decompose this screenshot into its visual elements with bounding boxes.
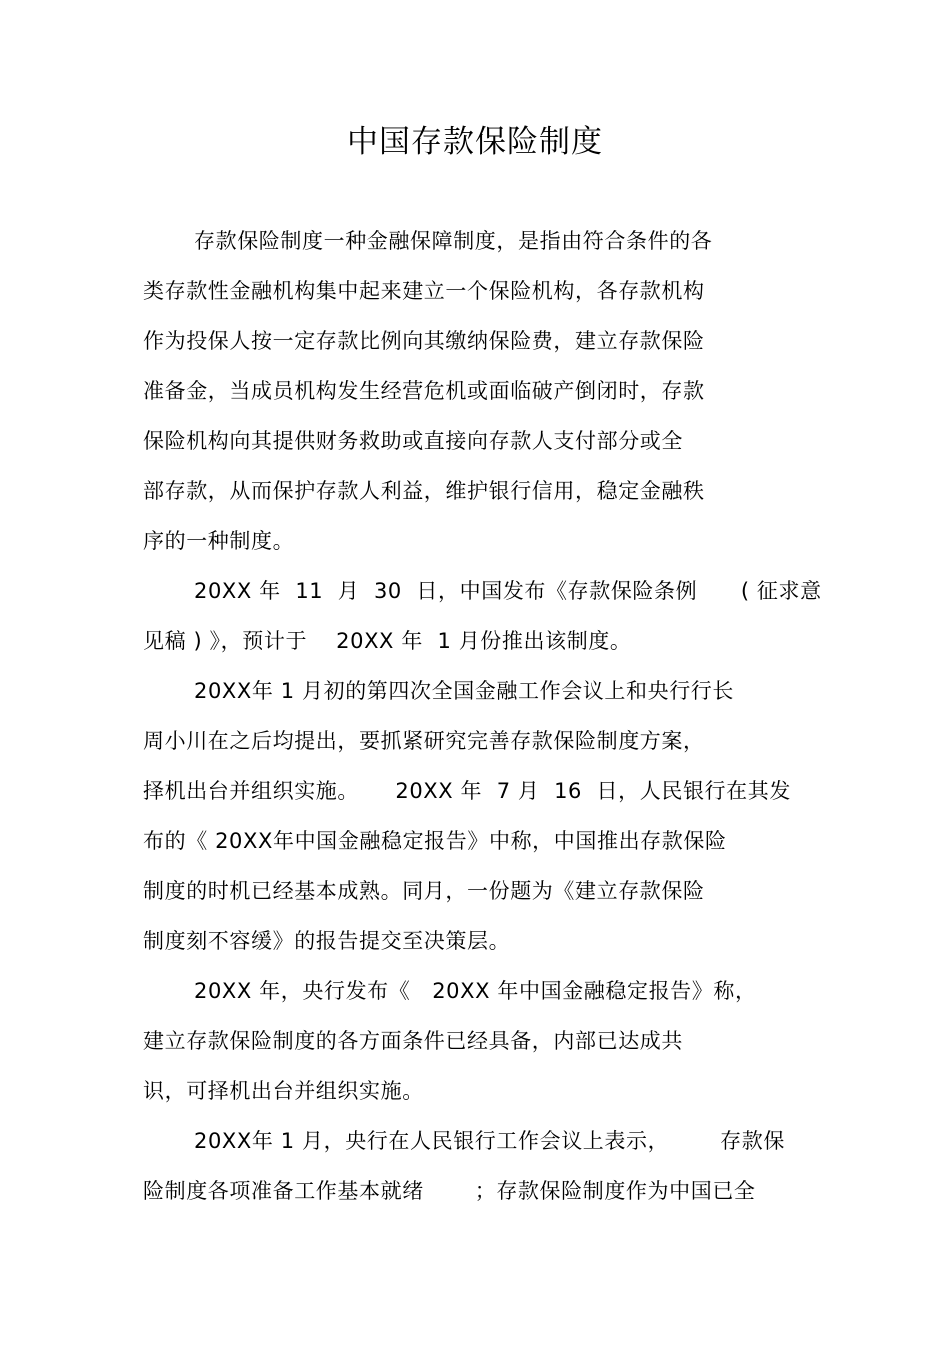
paragraph-4-line-3: 识，可择机出台并组织实施。 xyxy=(143,1079,424,1103)
paragraph-1-line-1: 存款保险制度一种金融保障制度，是指由符合条件的各 xyxy=(194,229,713,253)
paragraph-1-line-3: 作为投保人按一定存款比例向其缴纳保险费，建立存款保险 xyxy=(143,329,705,353)
paragraph-3-line-1: 20XX年 1 月初的第四次全国金融工作会议上和央行行长 xyxy=(194,679,735,703)
paragraph-3-line-5: 制度的时机已经基本成熟。同月，一份题为《建立存款保险 xyxy=(143,879,705,903)
paragraph-3-line-6: 制度刻不容缓》的报告提交至决策层。 xyxy=(143,929,511,953)
paragraph-3-line-3: 择机出台并组织实施。 20XX 年 7 月 16 日，人民银行在其发 xyxy=(143,779,791,803)
paragraph-4-line-1: 20XX 年，央行发布《 20XX 年中国金融稳定报告》称， xyxy=(194,979,757,1003)
document-title: 中国存款保险制度 xyxy=(347,124,603,160)
paragraph-1-line-4: 准备金，当成员机构发生经营危机或面临破产倒闭时，存款 xyxy=(143,379,705,403)
paragraph-1-line-6: 部存款，从而保护存款人利益，维护银行信用，稳定金融秩 xyxy=(143,479,705,503)
paragraph-4-line-2: 建立存款保险制度的各方面条件已经具备，内部已达成共 xyxy=(143,1029,683,1053)
paragraph-3-line-2: 周小川在之后均提出，要抓紧研究完善存款保险制度方案， xyxy=(143,729,705,753)
paragraph-2-line-1: 20XX 年 11 月 30 日，中国发布《存款保险条例 ( 征求意 xyxy=(194,579,822,603)
paragraph-5-line-2: 险制度各项准备工作基本就绪 ；存款保险制度作为中国已全 xyxy=(143,1179,756,1203)
paragraph-5-line-1: 20XX年 1 月，央行在人民银行工作会议上表示， 存款保 xyxy=(194,1129,785,1153)
paragraph-1-line-7: 序的一种制度。 xyxy=(143,529,295,553)
paragraph-2-line-2: 见稿 ) 》，预计于 20XX 年 1 月份推出该制度。 xyxy=(143,629,632,653)
paragraph-3-line-4: 布的《 20XX年中国金融稳定报告》中称，中国推出存款保险 xyxy=(143,829,727,853)
paragraph-1-line-2: 类存款性金融机构集中起来建立一个保险机构，各存款机构 xyxy=(143,279,705,303)
paragraph-1-line-5: 保险机构向其提供财务救助或直接向存款人支付部分或全 xyxy=(143,429,683,453)
